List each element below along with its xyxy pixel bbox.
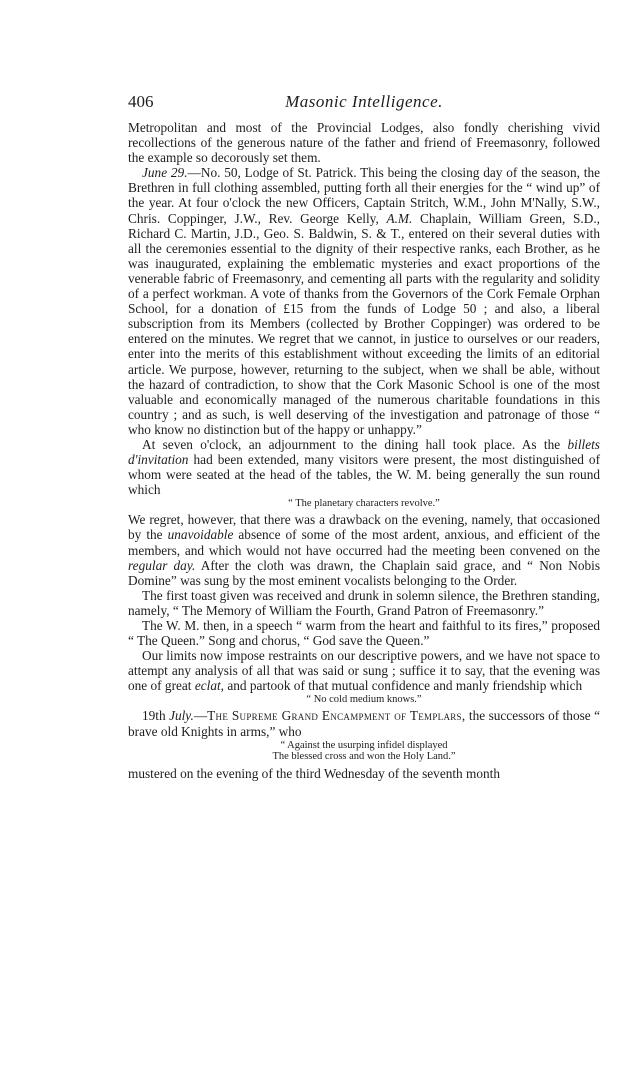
paragraph-dinner [128,437,600,497]
paragraph-drawback [128,512,600,587]
running-title: Masonic Intelligence. [285,92,443,111]
verse-quote: “ No cold medium knows.” [306,694,422,706]
paragraph-first-toast [128,588,600,618]
paragraph-text: had been extended, many visitors were present, the most distinguished of whom were seated at the head of the tables, the W. M. being generally the sun round which [128,452,601,498]
italic-degree: A.M. [386,210,413,226]
dash: — [193,708,208,724]
paragraph-limits [128,648,600,693]
paragraph-text: At seven o'clock, an adjournment to the dining hall took place. As the [142,436,561,452]
paragraph-mustered [128,766,600,781]
entry-date: June 29. [142,165,188,181]
paragraph-text: The W. M. then, in a speech “ warm from the heart and faithful to its fires,” proposed “ The Queen.” Song and chorus, “ God save the Queen.” [128,618,600,649]
verse-quote-two-line [128,740,600,763]
paragraph-text: Our limits now impose restraints on our descriptive powers, and we have not space to attempt any analysis of all that was said or sung ; suffice it to say, that the evening was one of great [128,648,600,694]
verse-line: “ Against the usurping infidel displayed [280,739,448,751]
paragraph-text: —No. 50, Lodge of St. Patrick. This being the closing day of the season, the Brethren in full clothing assembled, putting forth all their energies for the “ wind up” of the year. At four o'clock the new Officers, Captain Stritch, W.M., John M'Nally, S.W., Chris. Coppinger, J.W., Rev. George Kelly, [128,165,600,226]
page [128,92,600,781]
paragraph-text: Metropolitan and most of the Provincial Lodges, also fondly cherishing vivid recollections of the generous nature of the father and friend of Freemasonry, followed the example so decorously set them. [128,120,600,166]
entry-date-month: July. [169,708,194,724]
small-caps-title: The Supreme Grand Encampment of Templars, [207,708,466,724]
paragraph-text: After the cloth was drawn, the Chaplain said grace, and “ Non Nobis Domine” was sung by the most eminent vocalists belonging to the Order. [128,557,600,588]
italic-phrase: billets d'invitation [128,436,600,468]
paragraph-july-19 [128,708,600,738]
entry-date-number: 19th [142,708,166,724]
paragraph-queen-toast [128,618,600,648]
paragraph-june-29 [128,165,600,437]
article-body [128,120,600,781]
page-header [128,92,600,116]
italic-word: unavoidable [167,527,234,543]
verse-quote: “ The planetary characters revolve.” [288,498,440,510]
paragraph-text: We regret, however, that there was a drawback on the evening, namely, that occasioned by the [128,512,600,543]
paragraph-text: The first toast given was received and drunk in solemn silence, the Brethren standing, namely, “ The Memory of William the Fourth, Grand Patron of Freemasonry.” [128,587,600,618]
paragraph-text: absence of some of the most ardent, anxious, and efficient of the members, and which would not have occurred had the meeting been convened on the [128,527,601,558]
paragraph-text: the successors of those “ brave old Knights in arms,” who [128,708,600,739]
verse-line: The blessed cross and won the Holy Land.” [272,751,456,763]
italic-word: eclat, [194,678,224,694]
italic-phrase: regular day. [128,557,196,573]
paragraph-text: Chaplain, William Green, S.D., Richard C. Martin, J.D., Geo. S. Baldwin, S. & T., entered on their several duties with all the ceremonies essential to the dignity of their respective ranks, each Brother, as he was inaugurated, explaining the emblematic mysteries and exact proportions of the venerable fabric of Freemasonry, and cementing all parts with the regularity and solidity of a perfect workman. A vote of thanks from the Governors of the Cork Female Orphan School, for a donation of £15 from the funds of Lodge 50 ; and also, a liberal subscription from its Members (collected by Brother Coppinger) was ordered to be entered on the minutes. We regret that we cannot, in justice to ourselves or our readers, enter into the merits of this establishment without exceeding the limits of an editorial article. We purpose, however, returning to the subject, when we shall be able, without the hazard of contradiction, to show that the Cork Masonic School is one of the most valuable and economically managed of the numerous charitable foundations in this country ; and as such, is well deserving of the investigation and patronage of those “ who know no distinction but of the happy or unhappy.” [128,210,601,437]
page-number: 406 [128,92,154,111]
paragraph-metropolitan [128,120,600,165]
paragraph-text: mustered on the evening of the third Wednesday of the seventh month [128,765,501,781]
paragraph-text: and partook of that mutual confidence and manly friendship which [227,678,583,694]
